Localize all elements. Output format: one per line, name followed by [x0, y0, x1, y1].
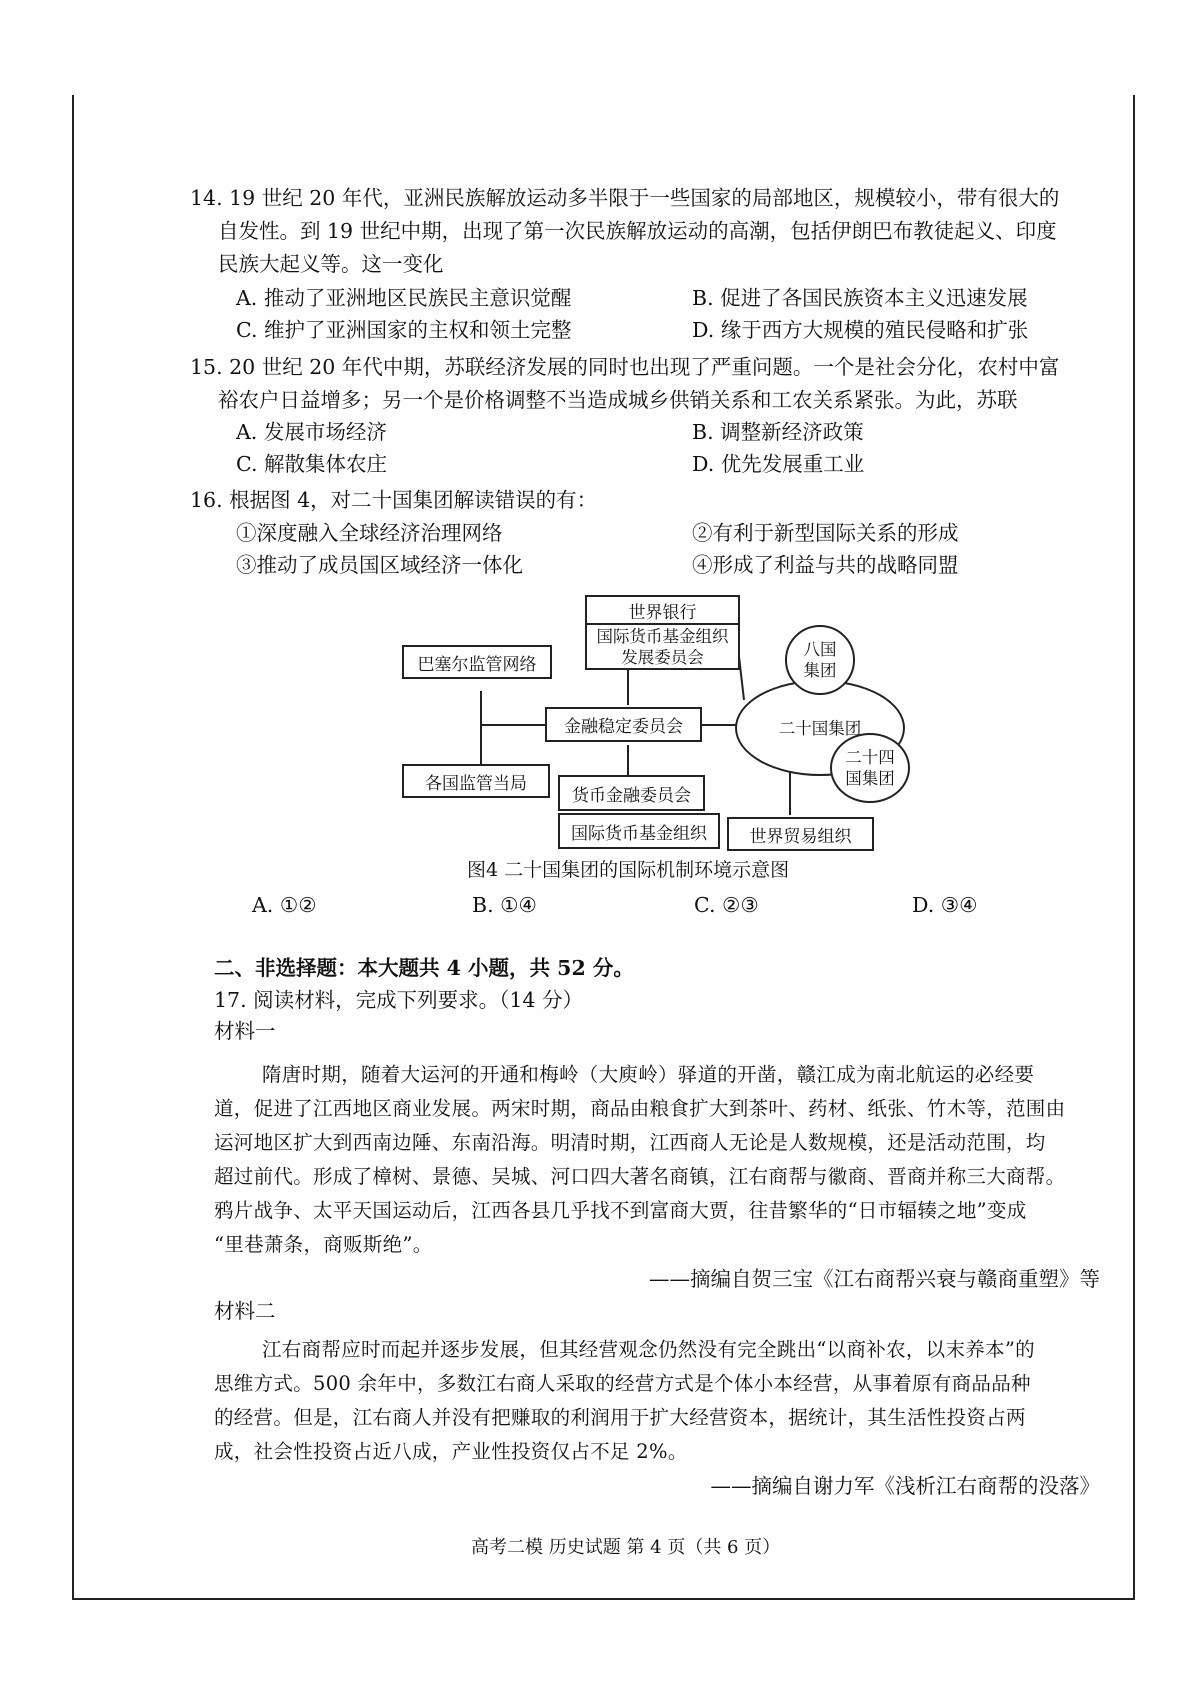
imf-box: 国际货币基金组织 — [558, 813, 720, 849]
material2-line1: 江右商帮应时而起并逐步发展，但其经营观念仍然没有完全跳出“以商补农，以末养本”的 — [262, 1338, 1035, 1361]
q14-stem-line2: 自发性。到 19 世纪中期，出现了第一次民族解放运动的高潮，包括伊朗巴布教徒起义、印度 — [218, 219, 1057, 243]
q15-option-b: B. 调整新经济政策 — [692, 420, 864, 444]
g24-label: 二十四国集团 — [845, 748, 895, 788]
material2-label: 材料二 — [214, 1299, 276, 1323]
material1-line1: 隋唐时期，随着大运河的开通和梅岭（大庾岭）驿道的开凿，赣江成为南北航运的必经要 — [262, 1063, 1035, 1086]
q16-item-1: ①深度融入全球经济治理网络 — [236, 521, 503, 545]
material2-line3: 的经营。但是，江右商人并没有把赚取的利润用于扩大经营资本，据统计，其生活性投资占两 — [214, 1406, 1026, 1429]
q14-stem-line3: 民族大起义等。这一变化 — [218, 252, 444, 276]
q16-stem: 16. 根据图 4，对二十国集团解读错误的有： — [190, 488, 598, 512]
section2-heading: 二、非选择题：本大题共 4 小题，共 52 分。 — [214, 956, 634, 980]
wto-box: 世界贸易组织 — [727, 817, 874, 851]
q15-option-c: C. 解散集体农庄 — [236, 452, 387, 476]
q15-stem-line1: 15. 20 世纪 20 年代中期，苏联经济发展的同时也出现了严重问题。一个是社会分化，农村中富 — [190, 355, 1060, 379]
material1-source: ——摘编自贺三宝《江右商帮兴衰与赣商重塑》等 — [649, 1267, 1100, 1291]
q16-item-2: ②有利于新型国际关系的形成 — [692, 521, 959, 545]
material2-line4: 成，社会性投资占近八成，产业性投资仅占不足 2%。 — [214, 1440, 688, 1463]
g24-ellipse — [830, 733, 910, 803]
g20-label: 二十国集团 — [778, 718, 862, 738]
q14-option-c: C. 维护了亚洲国家的主权和领土完整 — [236, 318, 572, 342]
q16-item-4: ④形成了利益与共的战略同盟 — [692, 553, 959, 577]
q15-stem-line2: 裕农户日益增多；另一个是价格调整不当造成城乡供销关系和工农关系紧张。为此，苏联 — [218, 388, 1018, 412]
g8-ellipse — [785, 625, 855, 695]
imf-development-committee-box — [585, 623, 740, 670]
figure4-caption: 图4 二十国集团的国际机制环境示意图 — [467, 859, 790, 881]
q16-option-d: D. ③④ — [912, 893, 978, 917]
page-footer: 高考二模 历史试题 第 4 页（共 6 页） — [471, 1537, 781, 1558]
material2-line2: 思维方式。500 余年中，多数江右商人采取的经营方式是个体小本经营，从事着原有商品品种 — [214, 1372, 1031, 1395]
material1-line4: 超过前代。形成了樟树、景德、吴城、河口四大著名商镇，江右商帮与徽商、晋商并称三大商帮。 — [214, 1165, 1066, 1188]
q14-option-d: D. 缘于西方大规模的殖民侵略和扩张 — [692, 318, 1029, 342]
world-bank-box: 世界银行 — [585, 595, 740, 625]
q16-item-3: ③推动了成员国区域经济一体化 — [236, 553, 523, 577]
q15-option-d: D. 优先发展重工业 — [692, 452, 865, 476]
q15-option-a: A. 发展市场经济 — [236, 420, 387, 444]
material1-line3: 运河地区扩大到西南边陲、东南沿海。明清时期，江西商人无论是人数规模，还是活动范围，均 — [214, 1131, 1046, 1154]
q14-stem-line1: 14. 19 世纪 20 年代，亚洲民族解放运动多半限于一些国家的局部地区，规模较小，带有很大的 — [190, 186, 1060, 210]
q14-option-a: A. 推动了亚洲地区民族民主意识觉醒 — [236, 286, 572, 310]
q16-option-c: C. ②③ — [694, 893, 759, 917]
national-regulators-box: 各国监管当局 — [402, 764, 550, 798]
fsb-box: 金融稳定委员会 — [545, 707, 702, 742]
material1-line6: “里巷萧条，商贩斯绝”。 — [214, 1233, 433, 1256]
q16-option-b: B. ①④ — [472, 893, 537, 917]
material1-label: 材料一 — [214, 1019, 276, 1043]
imfc-box: 货币金融委员会 — [558, 775, 705, 811]
material1-line2: 道，促进了江西地区商业发展。两宋时期，商品由粮食扩大到茶叶、药材、纸张、竹木等，范围由 — [214, 1097, 1066, 1120]
q14-option-b: B. 促进了各国民族资本主义迅速发展 — [692, 286, 1028, 310]
material2-source: ——摘编自谢力军《浅析江右商帮的没落》 — [710, 1474, 1100, 1498]
g8-label: 八国集团 — [803, 640, 837, 680]
imf-development-committee-label: 国际货币基金组织发展委员会 — [596, 626, 729, 667]
material1-line5: 鸦片战争、太平天国运动后，江西各县几乎找不到富商大贾，往昔繁华的“日市辐辏之地”变成 — [214, 1199, 1027, 1222]
q16-option-a: A. ①② — [252, 893, 317, 917]
q17-stem: 17. 阅读材料，完成下列要求。（14 分） — [214, 988, 583, 1012]
basel-network-box: 巴塞尔监管网络 — [402, 645, 552, 679]
